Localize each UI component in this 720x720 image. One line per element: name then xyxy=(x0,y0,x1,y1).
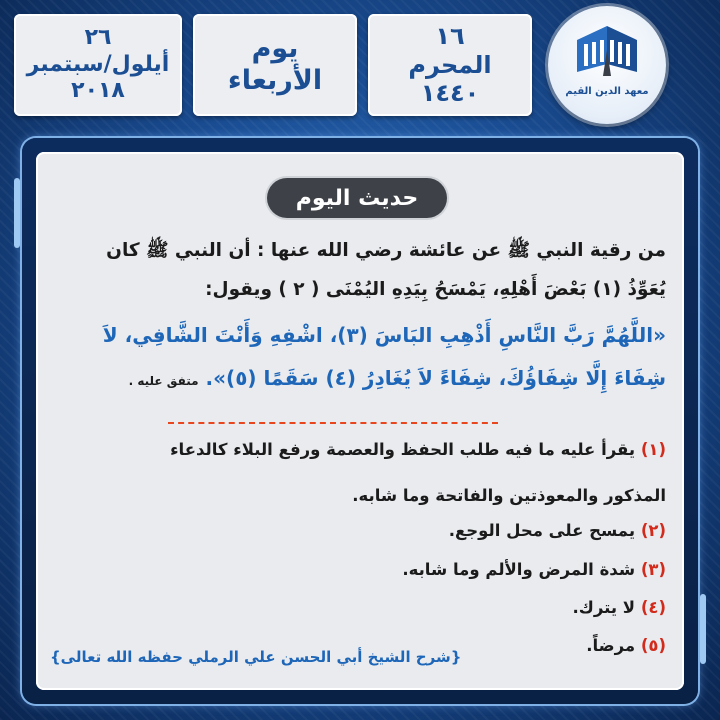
note-text: يمسح على محل الوجع. xyxy=(448,521,636,540)
note-4 xyxy=(572,598,666,617)
note-2 xyxy=(449,521,666,540)
hadith-intro-line-1: من رقية النبي ﷺ عن عائشة رضي الله عنها : أن النبي ﷺ كان xyxy=(106,240,666,261)
note-number: (٤) xyxy=(640,598,666,617)
gregorian-day: ٢٦ xyxy=(84,25,112,51)
note-text: لا يترك. xyxy=(572,598,636,617)
hijri-day: ١٦ xyxy=(435,21,465,50)
note-1 xyxy=(170,440,666,459)
hadith-text-line-1: «اللَّهُمَّ رَبَّ النَّاسِ أَذْهِبِ البَاسَ (٣)، اشْفِهِ وَأَنْتَ الشَّافِي، لاَ xyxy=(102,323,666,347)
note-1-continued xyxy=(352,486,666,505)
page-title: حديث اليوم xyxy=(267,178,447,218)
note-text: مرضاً. xyxy=(586,636,636,655)
hadith-source: متفق عليه . xyxy=(128,374,199,388)
hijri-date-box xyxy=(368,14,532,116)
note-text: يقرأ عليه ما فيه طلب الحفظ والعصمة ورفع البلاء كالدعاء xyxy=(170,440,636,459)
hijri-year: ١٤٤٠ xyxy=(420,79,480,108)
book-pillar-logo-icon xyxy=(567,20,647,84)
hadith-text-line-2: شِفَاءَ إِلَّا شِفَاؤُكَ، شِفَاءً لاَ يُغَادِرُ (٤) سَقَمًا (٥)». xyxy=(205,366,666,390)
note-text: المذكور والمعوذتين والفاتحة وما شابه. xyxy=(352,486,666,505)
hijri-month: المحرم xyxy=(408,50,492,79)
hadith-text-line-2-row xyxy=(129,366,666,390)
weekday-box xyxy=(193,14,357,116)
note-number: (٣) xyxy=(640,560,666,579)
gregorian-month: أيلول/سبتمبر xyxy=(26,51,170,77)
dashed-separator xyxy=(168,422,498,424)
gregorian-date-box xyxy=(14,14,182,116)
attribution: {شرح الشيخ أبي الحسن علي الرملي حفظه الله تعالى} xyxy=(50,648,462,666)
weekday-name: الأربعاء xyxy=(227,65,323,96)
weekday-label: يوم xyxy=(251,32,299,64)
gregorian-year: ٢٠١٨ xyxy=(71,78,125,104)
note-number: (٥) xyxy=(640,636,666,655)
note-number: (٢) xyxy=(640,521,666,540)
note-number: (١) xyxy=(640,440,666,459)
note-3 xyxy=(402,560,666,579)
institute-logo xyxy=(548,6,666,124)
note-text: شدة المرض والألم وما شابه. xyxy=(402,560,636,579)
hadith-intro-line-2: يُعَوِّذُ (١) بَعْضَ أَهْلِهِ، يَمْسَحُ بِيَدِهِ اليُمْنَى ( ٢ ) ويقول: xyxy=(205,279,666,300)
note-5 xyxy=(586,636,666,655)
logo-text: معهد الدين القيم xyxy=(565,86,649,97)
